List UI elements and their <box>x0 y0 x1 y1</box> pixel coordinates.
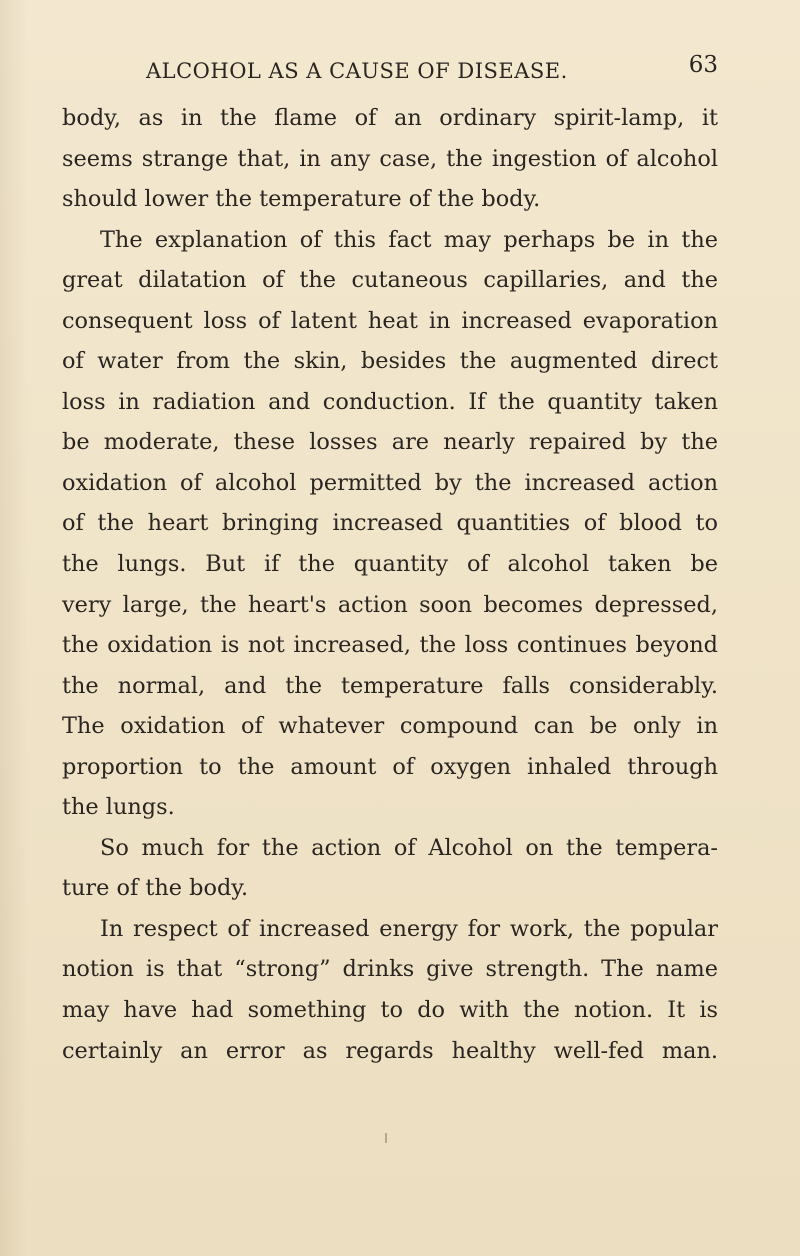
text-line: the lungs. But if the quantity of alcohol taken be <box>62 551 718 578</box>
text-line: of water from the skin, besides the augmented direct <box>62 348 718 375</box>
text-line: So much for the action of Alcohol on the tempera- <box>100 834 718 861</box>
text-line: oxidation of alcohol permitted by the increased action <box>62 469 718 496</box>
text-line: body, as in the flame of an ordinary spirit-lamp, it <box>62 105 718 131</box>
text-line: consequent loss of latent heat in increased evaporation <box>62 307 718 334</box>
running-head <box>146 52 718 86</box>
text-line: of the heart bringing increased quantities of blood to <box>62 510 718 537</box>
page-number: 63 <box>688 52 718 78</box>
text-line: should lower the temperature of the body. <box>62 186 541 213</box>
text-line: notion is that “strong” drinks give strength. The name <box>62 956 718 983</box>
body-text <box>62 98 718 1071</box>
text-line: In respect of increased energy for work, the popular <box>100 915 718 942</box>
text-line: proportion to the amount of oxygen inhaled through <box>62 753 718 780</box>
text-line: the lungs. <box>62 794 175 821</box>
text-line: loss in radiation and conduction. If the quantity taken <box>62 388 718 415</box>
text-line: certainly an error as regards healthy well-fed man. <box>62 1037 718 1064</box>
running-title: ALCOHOL AS A CAUSE OF DISEASE. <box>146 59 568 83</box>
text-line: the oxidation is not increased, the loss continues beyond <box>62 632 718 659</box>
text-line: be moderate, these losses are nearly repaired by the <box>62 429 718 456</box>
print-mark <box>385 1133 387 1143</box>
text-line: the normal, and the temperature falls considerably. <box>62 672 718 699</box>
text-line: very large, the heart's action soon becomes depressed, <box>62 591 718 618</box>
text-line: may have had something to do with the notion. It is <box>62 997 718 1024</box>
text-line: ture of the body. <box>62 875 249 902</box>
text-line: The explanation of this fact may perhaps be in the <box>100 226 718 253</box>
text-line: great dilatation of the cutaneous capillaries, and the <box>62 267 718 294</box>
text-line: The oxidation of whatever compound can be only in <box>62 713 718 740</box>
text-line: seems strange that, in any case, the ingestion of alcohol <box>62 145 718 172</box>
